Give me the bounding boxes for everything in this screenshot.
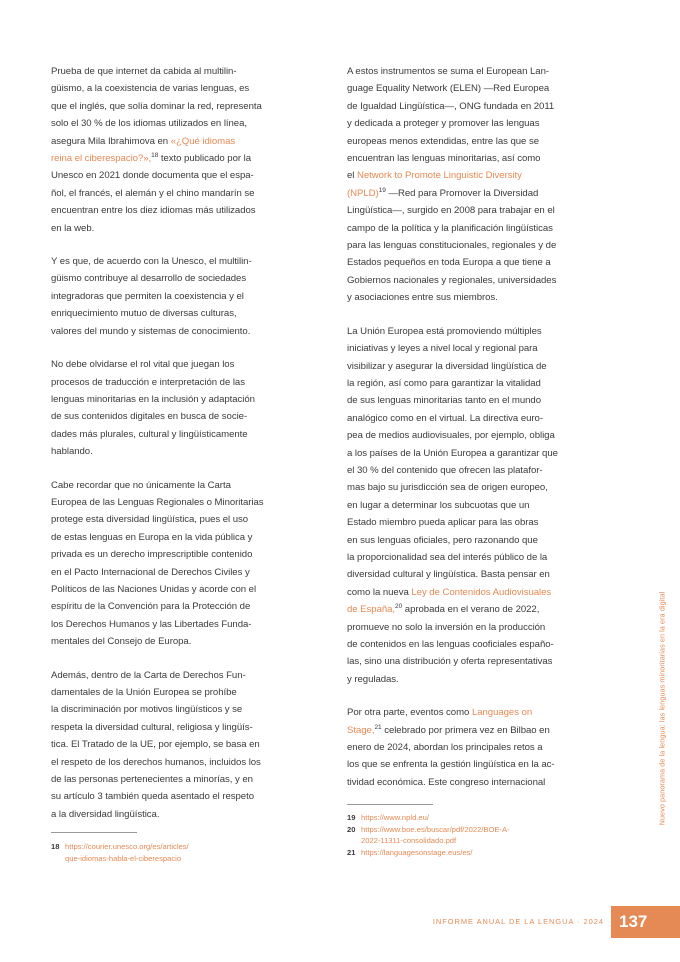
law-link[interactable]: Ley de Contenidos Audiovisuales	[411, 586, 552, 598]
page-number: 137	[619, 912, 648, 931]
footnote-item: 20 https://www.boe.es/buscar/pdf/2022/BOE-A- 2022-11311-consolidado.pdf	[347, 824, 510, 846]
footnotes-right	[347, 812, 597, 858]
law-link-continued[interactable]: de España,	[347, 604, 396, 616]
paragraph: Por otra parte, eventos como Languages on Stage,$^{21}$ celebrado por primera vez en Bilbao en enero de 2024, abordan los principales retos a los que se enfrenta la gestión lingüística en la ac- tividad económica. Este congreso internacional	[347, 707, 555, 788]
paragraph: Prueba de que internet da cabida al multilin- güismo, a la coexistencia de varias lenguas, es que el inglés, que solía dominar la red, representa solo el 30 % de los idiomas utilizados en línea, asegura Mila Ibrahimova en «¿Qué idiomas reina el ciberespacio?»,$^{18}$ texto publicado por la Unesco en 2021 donde documenta que el espa- ñol, el francés, el alemán y el chino mandarín se encuentran entre los diez idiomas más utilizados en la web.	[51, 66, 262, 234]
paragraph: La Unión Europea está promoviendo múltiples iniciativas y leyes a nivel local y regional para visibilizar y asegurar la diversidad lingüística de la región, así como para garantizar la vitalidad de sus lenguas minoritarias tanto en el mundo analógico como en el virtual. La directiva euro- pea de medios audiovisuales, por ejemplo, obliga a los países de la Unión Europea a garantizar que el 30 % del contenido que ofrecen las platafor- mas bajo su jurisdicción sea de origen europeo, en lugar a determinar los subcuotas que un Estado miembro pueda aplicar para las obras en sus lenguas oficiales, pero razonando que la proporcionalidad sea del interés público de la diversidad cultural y lingüística. Basta pensar en como la nueva Ley de Contenidos Audiovisuales de España,$^{20}$ aprobada en el verano de 2022, promueve no solo la inversión en la producción de contenidos en las lenguas cooficiales españo- las, sino una distribución y oferta representativas y reguladas.	[347, 325, 558, 685]
footer-publication-label: INFORME ANUAL DE LA LENGUA · 2024	[432, 917, 604, 926]
footnote-item: 18 https://courier.unesco.org/es/articles/ que-idiomas-habla-el-ciberespacio	[51, 842, 189, 863]
footnote-ref[interactable]: 19	[378, 186, 386, 194]
article-link[interactable]: «¿Qué idiomas	[170, 135, 236, 147]
footnotes-left	[51, 841, 299, 864]
footnote-link[interactable]: https://www.npld.eu/	[361, 813, 429, 822]
event-link-continued[interactable]: Stage,	[347, 724, 375, 736]
footnote-link[interactable]: https://languagesonstage.eus/es/	[361, 847, 473, 857]
npld-link[interactable]: Network to Promote Linguistic Diversity	[356, 170, 522, 182]
paragraph: Cabe recordar que no únicamente la Carta Europea de las Lenguas Regionales o Minoritarias protege esta diversidad lingüística, pues el uso de estas lenguas en Europa en la vida pública y privada es un derecho imprescriptible contenido en el Pacto Internacional de Derechos Civiles y Políticos de las Naciones Unidas y acorde con el espíritu de la Convención para la Protección de los Derechos Humanos y las Libertades Funda- mentales del Consejo de Europa.	[51, 479, 264, 648]
right-column	[347, 63, 596, 807]
paragraph: No debe olvidarse el rol vital que juegan los procesos de traducción e interpretación de las lenguas minoritarias en la inclusión y adaptación de sus contenidos digitales en busca de socie- dades más plurales, cultural y lingüísticamente hablando.	[51, 359, 255, 458]
running-title-text: Nuevo panorama de la lengua: las lenguas minoritarias en la era digital	[657, 591, 667, 825]
footnote-ref[interactable]: 18	[151, 152, 159, 160]
footnote-item: 21 https://languagesonstage.eus/es/	[347, 847, 473, 857]
page-number-badge	[611, 906, 680, 938]
footnote-divider	[347, 804, 433, 805]
footnote-link[interactable]: https://www.boe.es/buscar/pdf/2022/BOE-A-	[361, 824, 510, 834]
footnote-ref[interactable]: 20	[395, 603, 403, 611]
footnote-link[interactable]: https://courier.unesco.org/es/articles/	[65, 842, 189, 851]
footnote-link[interactable]: que-idiomas-habla-el-ciberespacio	[65, 853, 182, 863]
event-link[interactable]: Languages on	[471, 707, 533, 719]
footnote-item: 19 https://www.npld.eu/	[347, 813, 429, 822]
paragraph: Y es que, de acuerdo con la Unesco, el multilin- güismo contribuye al desarrollo de sociedades integradoras que permiten la coexistencia y el enriquecimiento mutuo de diversas culturas, valores del mundo y sistemas de conocimiento.	[51, 256, 252, 337]
left-column	[51, 63, 299, 839]
article-link-continued[interactable]: reina el ciberespacio?»,	[51, 153, 152, 165]
paragraph: A estos instrumentos se suma el European Lan- guage Equality Network (ELEN) —Red Europea de Igualdad Lingüística—, ONG fundada en 2011 y dedicada a proteger y promover las lenguas europeas menos extendidas, entre las que se encuentran las lenguas minoritarias, así como el Network to Promote Linguistic Diversity (NPLD)$^{19}$ —Red para Promover la Diversidad Lingüística—, surgido en 2008 para trabajar en el campo de la política y la planificación lingüísticas para las lenguas constitucionales, regionales y de Estados pequeños en toda Europa a que tiene a Gobiernos nacionales y regionales, universidades y asociaciones entre sus miembros.	[347, 66, 557, 304]
sidebar-running-title	[654, 528, 670, 888]
footnote-divider	[51, 832, 137, 833]
footnote-ref[interactable]: 21	[374, 723, 382, 731]
npld-link-continued[interactable]: (NPLD)	[347, 187, 379, 199]
footnote-link[interactable]: 2022-11311-consolidado.pdf	[361, 836, 457, 846]
paragraph: Además, dentro de la Carta de Derechos Fun- damentales de la Unión Europea se prohíbe la discriminación por motivos lingüísticos y se respeta la diversidad cultural, religiosa y lingüís- tica. El Tratado de la UE, por ejemplo, se basa en el respeto de los derechos humanos, incluidos los de las personas pertenecientes a minorías, y en su artículo 3 también queda asentado el respeto a la diversidad lingüística.	[51, 669, 261, 820]
